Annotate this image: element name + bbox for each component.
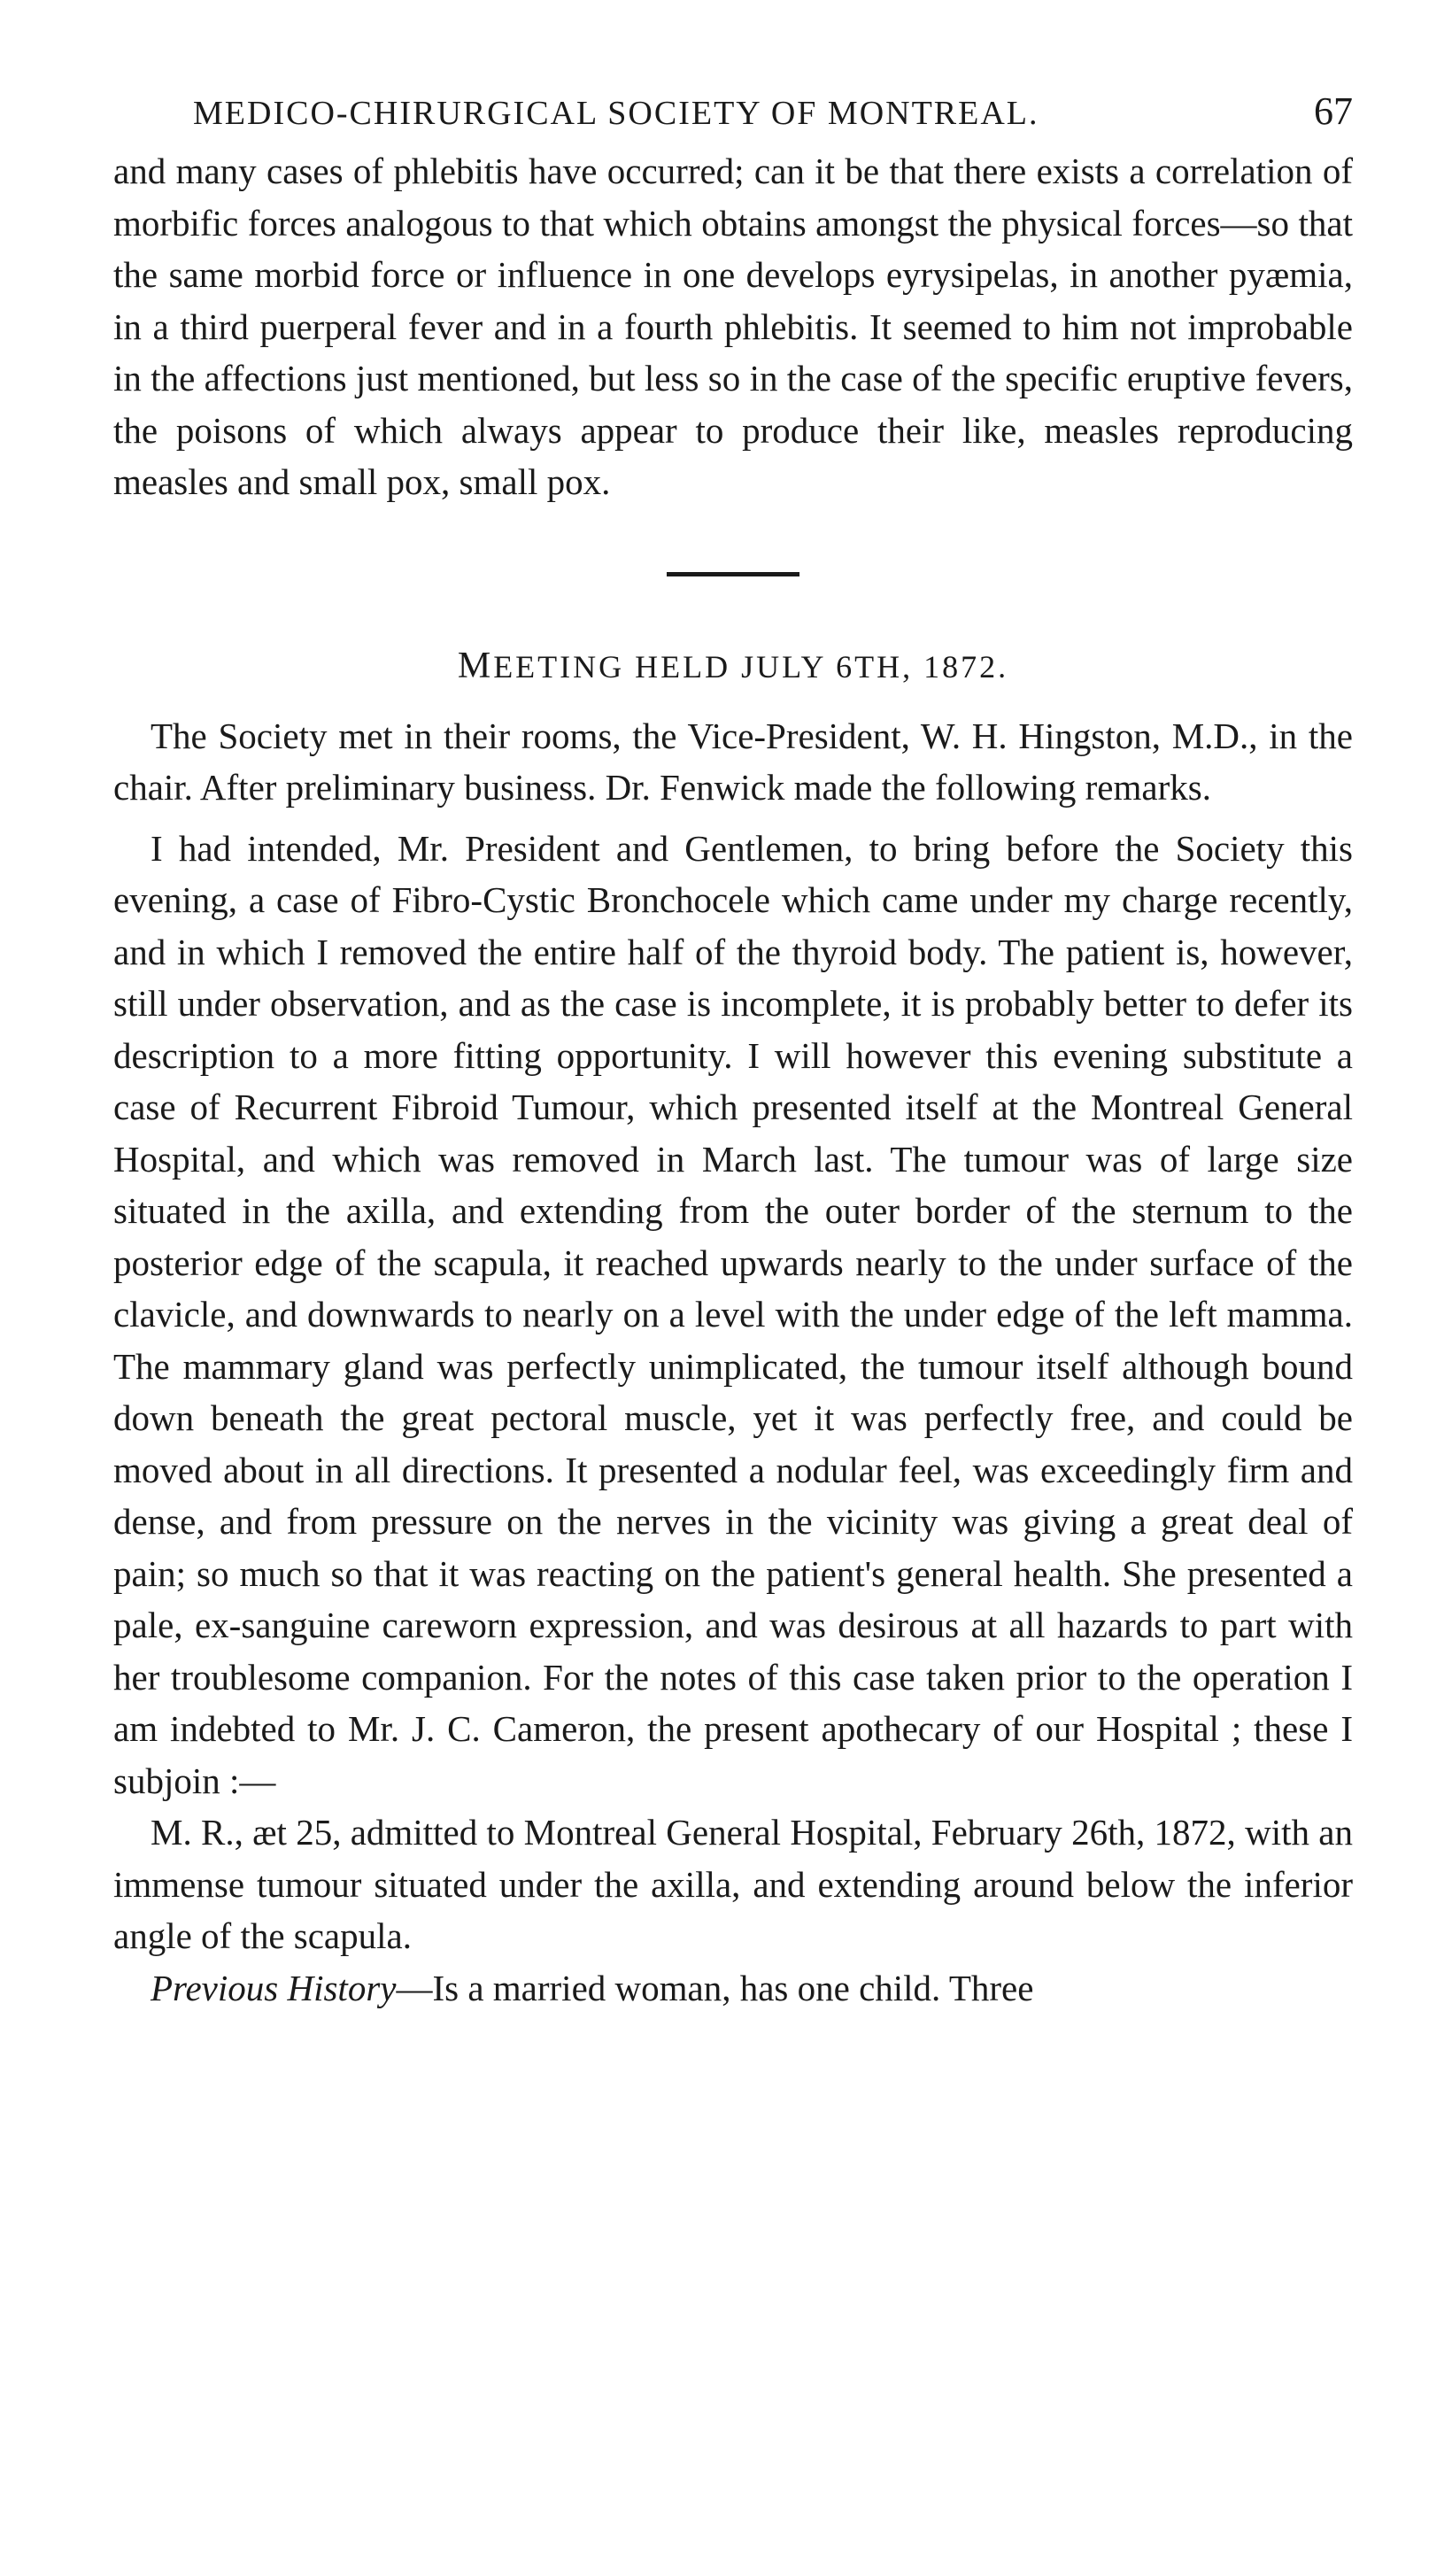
paragraph-continuation: and many cases of phlebitis have occurred; can it be that there exists a correlation of morbific forces analogous to that which obtains amongst the physical forces—so that the same morbid force or influence in one develops eyrysipelas, in another pyæmia, in a third puerperal fever and in a fourth phlebitis. It seemed to him not improbable in the affections just mentioned, but less so in the case of the specific eruptive fevers, the poisons of which always appear to produce their like, measles reproducing measles and small pox, small pox. [113, 151, 1353, 502]
meeting-heading [113, 644, 1353, 689]
section-divider-rule [667, 572, 799, 576]
paragraph-fenwick-remarks: I had intended, Mr. President and Gentlemen, to bring before the Society this evening, a case of Fibro-Cystic Bronchocele which came under my charge recently, and in which I removed the entire half of the thyroid body. The patient is, however, still under observation, and as the case is incomplete, it is probably better to defer its description to a more fitting opportunity. I will however this evening substitute a case of Recurrent Fibroid Tumour, which presented itself at the Montreal General Hospital, and which was removed in March last. The tumour was of large size situated in the axilla, and extending from the outer border of the sternum to the posterior edge of the scapula, it reached upwards nearly to the under surface of the clavicle, and downwards to nearly on a level with the under edge of the left mamma. The mammary gland was perfectly unimplicated, the tumour itself although bound down beneath the great pectoral muscle, yet it was perfectly free, and could be moved about in all directions. It presented a nodular feel, was exceedingly firm and dense, and from pressure on the nerves in the vicinity was giving a great deal of pain; so much so that it was reacting on the patient's general health. She presented a pale, ex-sanguine careworn expression, and was desirous at all hazards to part with her troublesome companion. For the notes of this case taken prior to the operation I am indebted to Mr. J. C. Cameron, the present apothecary of our Hospital ; these I subjoin :— [113, 827, 1353, 1801]
page-number: 67 [1314, 89, 1353, 133]
previous-history-label: Previous History [151, 1967, 397, 2008]
previous-history-text: —Is a married woman, has one child. Three [396, 1967, 1034, 2008]
meeting-heading-text: EETING HELD JULY 6TH, 1872. [493, 648, 1009, 685]
paragraph-meeting-intro: The Society met in their rooms, the Vice-President, W. H. Hingston, M.D., in the chair. After preliminary business. Dr. Fenwick made the following remarks. [113, 715, 1353, 808]
meeting-heading-initial: M [457, 645, 494, 686]
running-head-title: MEDICO-CHIRURGICAL SOCIETY OF MONTREAL. [193, 95, 1039, 132]
book-page [113, 89, 1353, 2014]
paragraph-case-admission: M. R., æt 25, admitted to Montreal General Hospital, February 26th, 1872, with an immense tumour situated under the axilla, and extending around below the inferior angle of the scapula. [113, 1812, 1353, 1956]
paragraph-gap [113, 814, 1353, 823]
running-head [113, 89, 1353, 145]
paragraph-previous-history [113, 1962, 1353, 2015]
